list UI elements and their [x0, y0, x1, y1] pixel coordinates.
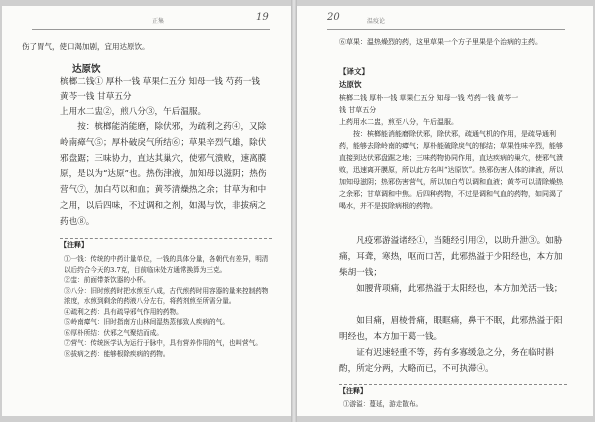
right-main-paragraph-3: 如目痛，眉棱骨痛，眼眶痛，鼻干不眠，此邪热溢于阳明经也，本方加干葛一钱。	[339, 316, 563, 342]
right-main-paragraph-1: 凡疫邪游溢诸经①，当随经引用②，以助升泄③。如胁痛，耳聋，寒热，呕而口苦，此邪热溢于少阳经也，本方加柴胡一钱；	[339, 236, 563, 278]
left-instruction: 上用水二盅②，煎八分③，午后温服。	[60, 107, 207, 117]
right-note-item: ①游溢：蔓延，游走散布。	[343, 400, 423, 408]
right-ingredients-line-2: 钱 甘草五分	[339, 106, 377, 114]
note-item: ②盅：前面带茶饮器的小杯。	[64, 276, 150, 284]
right-translation-commentary: 按：槟榔能消能磨除伏邪，除伏邪，疏通气机的作用，是疏导通利药，能够去除岭南的瘴气；厚朴能破除戾气的郁结；草果性味辛烈，能够直接到达伏邪盘踞之地；三味药物协同作用，直达疾病的巢穴，使邪气溃败，迅速离开膜原，所以此方名叫“达原饮”。热邪伤害人体的津液，所以加知母滋阴；热邪伤害营气，所以加白芍以调和血液；黄芩可以清除燥热之余邪；甘草调和中焦。后四种药物，不过是调和气血的药物，如同渴了喝水，并不是拔除病根的药物。	[339, 130, 564, 210]
left-page	[2, 6, 291, 416]
right-page-number: 20	[327, 12, 340, 23]
right-main-paragraph-2: 如腰背项痛，此邪热溢于太阳经也，本方加羌活一钱；	[356, 284, 563, 294]
right-header-rule	[327, 29, 565, 30]
right-page	[297, 6, 593, 416]
right-top-note: ⑥草果：温热燥烈的药，这里草果一个方子里果是个治病的主药。	[339, 38, 542, 46]
note-item: ⑤岭南瘴气：旧时指南方山林间湿热蒸郁致人疾病的气。	[64, 318, 229, 326]
note-item: ③八分：旧时煎药时把水煎至八成，古代煎药时用容器的量来控制药物浓度，水煎到剩余的药液八分左右，将药剂煎至所需分量。	[64, 286, 269, 305]
right-instruction: 上药用水二盅，煎至八分，午后温服。	[339, 118, 458, 126]
note-item: ①一钱：传统的中药计量单位，一钱的具体分量，各朝代有差异，明清以后约合今天的3.7克，目前临床处方通常换算为三克。	[64, 255, 269, 274]
right-ingredients-line-1: 槟榔二钱 厚朴一钱 草果仁五分 知母一钱 芍药一钱 黄芩一	[339, 94, 519, 102]
left-header-rule	[32, 29, 270, 30]
note-item: ⑧拔病之药：能够根除疾病的药物。	[64, 349, 170, 358]
left-notes-separator	[60, 238, 272, 239]
note-item: ⑥厚朴所结：伏邪之气聚结而成。	[64, 328, 163, 337]
right-running-header: 温疫论	[367, 18, 386, 25]
left-ingredients-line-2: 黄芩一钱 甘草五分	[60, 92, 132, 102]
right-notes-title: 【注释】	[339, 387, 367, 395]
left-notes-list	[64, 254, 274, 359]
left-notes-title: 【注释】	[60, 241, 88, 249]
note-item: ⑦营气：传统医学认为运行于脉中，具有营养作用的气，也叫营气。	[64, 339, 262, 347]
right-formula-title: 达原饮	[339, 80, 362, 89]
left-ingredients-line-1: 槟榔二钱① 厚朴一钱 草果仁五分 知母一钱 芍药一钱	[60, 77, 260, 87]
left-commentary: 按：槟榔能消能磨，除伏邪，为疏利之药④，又除岭南瘴气⑤；厚朴破戾气所结⑥；草果辛烈气雄，除伏邪盘踞；三味协力，直达其巢穴，使邪气溃败，速离膜原，是以为“达原”也。热伤津液，加知母以滋阴；热伤营气⑦，加白芍以和血；黄芩清燥热之余；甘草为和中之用，以后四味，不过调和之剂，如渴与饮，非拔病之药也⑧。	[60, 122, 267, 227]
left-running-header: 正集	[152, 18, 165, 25]
left-page-number: 19	[256, 12, 269, 23]
right-translation-title: 【译文】	[339, 67, 369, 76]
left-top-line: 伤了胃气，使口渴加剧，宜用达原饮。	[22, 42, 150, 51]
left-formula-title: 达原饮	[72, 64, 101, 75]
right-main-paragraph-4: 证有迟速轻重不等，药有多寡缓急之分，务在临时斟酌，所定分两，大略而已，不可执滞④。	[339, 348, 554, 374]
right-notes-separator	[339, 384, 567, 385]
note-item: ④疏利之药：具有疏导邪气作用的药物。	[64, 307, 183, 316]
